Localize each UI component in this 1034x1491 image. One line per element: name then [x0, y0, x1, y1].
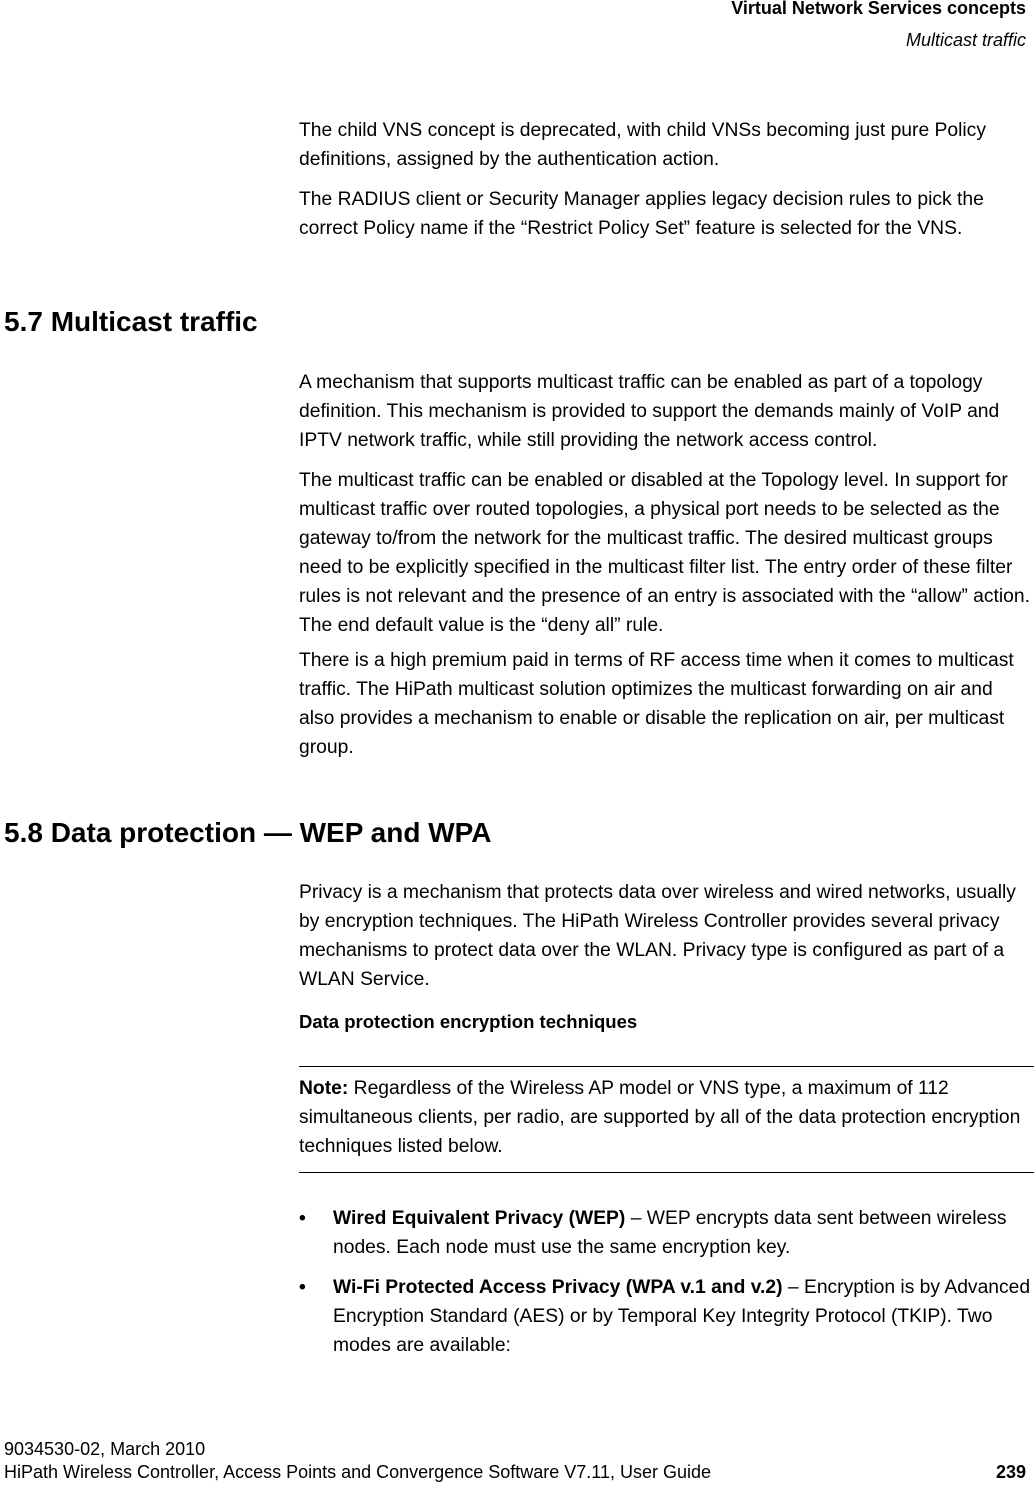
multicast-paragraph-2: The multicast traffic can be enabled or disabled at the Topology level. In support for multicast traffic over routed topologies, a physical port needs to be selected as the gateway to/from the network for the multicast traffic. The desired multicast groups need to be explicitly specified in the multicast filter list. The entry order of these filter rules is not relevant and the presence of an entry is associated with the “allow” action. The end default value is the “deny all” rule. [299, 470, 1030, 636]
section-5-7-heading: 5.7 Multicast traffic [4, 306, 258, 337]
bullet-dot: • [299, 1208, 306, 1229]
note-text: Regardless of the Wireless AP model or VNS type, a maximum of 112 simultaneous clients, per radio, are supported by all of the data protection encryption techniques listed below. [299, 1078, 1021, 1157]
bullet-wep-term: Wired Equivalent Privacy (WEP) [333, 1208, 626, 1229]
note-bottom-rule [299, 1172, 1034, 1173]
data-protection-paragraph: Privacy is a mechanism that protects data over wireless and wired networks, usually by encryption techniques. The HiPath Wireless Controller provides several privacy mechanisms to protect data over the WLAN. Privacy type is configured as part of a WLAN Service. [299, 882, 1016, 990]
bullet-dot: • [299, 1277, 306, 1298]
bullet-wpa-text: – Encryption is by Advanced Encryption Standard (AES) or by Temporal Key Integrity Protocol (TKIP). Two modes are available: [333, 1277, 1031, 1356]
footer-doc-id: 9034530-02, March 2010 [4, 1439, 206, 1459]
bullet-wep-body [333, 1204, 1031, 1262]
running-header-title: Virtual Network Services concepts [731, 0, 1026, 18]
intro-paragraph-1: The child VNS concept is deprecated, with child VNSs becoming just pure Policy definitions, assigned by the authentication action. [299, 120, 986, 170]
note-label: Note: [299, 1078, 349, 1099]
multicast-paragraph-3: There is a high premium paid in terms of RF access time when it comes to multicast traffic. The HiPath multicast solution optimizes the multicast forwarding on air and also provides a mechanism to enable or disable the replication on air, per multicast group. [299, 650, 1014, 758]
encryption-techniques-subheading: Data protection encryption techniques [299, 1011, 638, 1032]
running-header-subtitle: Multicast traffic [905, 30, 1026, 50]
bullet-wpa-term: Wi-Fi Protected Access Privacy (WPA v.1 and v.2) [333, 1277, 783, 1298]
intro-paragraph-2: The RADIUS client or Security Manager applies legacy decision rules to pick the correct Policy name if the “Restrict Policy Set” feature is selected for the VNS. [299, 189, 984, 239]
footer-guide-title: HiPath Wireless Controller, Access Points and Convergence Software V7.11, User Guide [4, 1462, 712, 1482]
page-number: 239 [995, 1462, 1026, 1482]
note-box [299, 1074, 1031, 1161]
bullet-wpa-body [333, 1273, 1031, 1360]
note-top-rule [299, 1066, 1034, 1067]
multicast-paragraph-1: A mechanism that supports multicast traffic can be enabled as part of a topology definition. This mechanism is provided to support the demands mainly of VoIP and IPTV network traffic, while still providing the network access control. [299, 372, 1000, 451]
bullet-wep-text: – WEP encrypts data sent between wireless nodes. Each node must use the same encryption key. [333, 1208, 1007, 1258]
section-5-8-heading: 5.8 Data protection — WEP and WPA [4, 817, 492, 848]
